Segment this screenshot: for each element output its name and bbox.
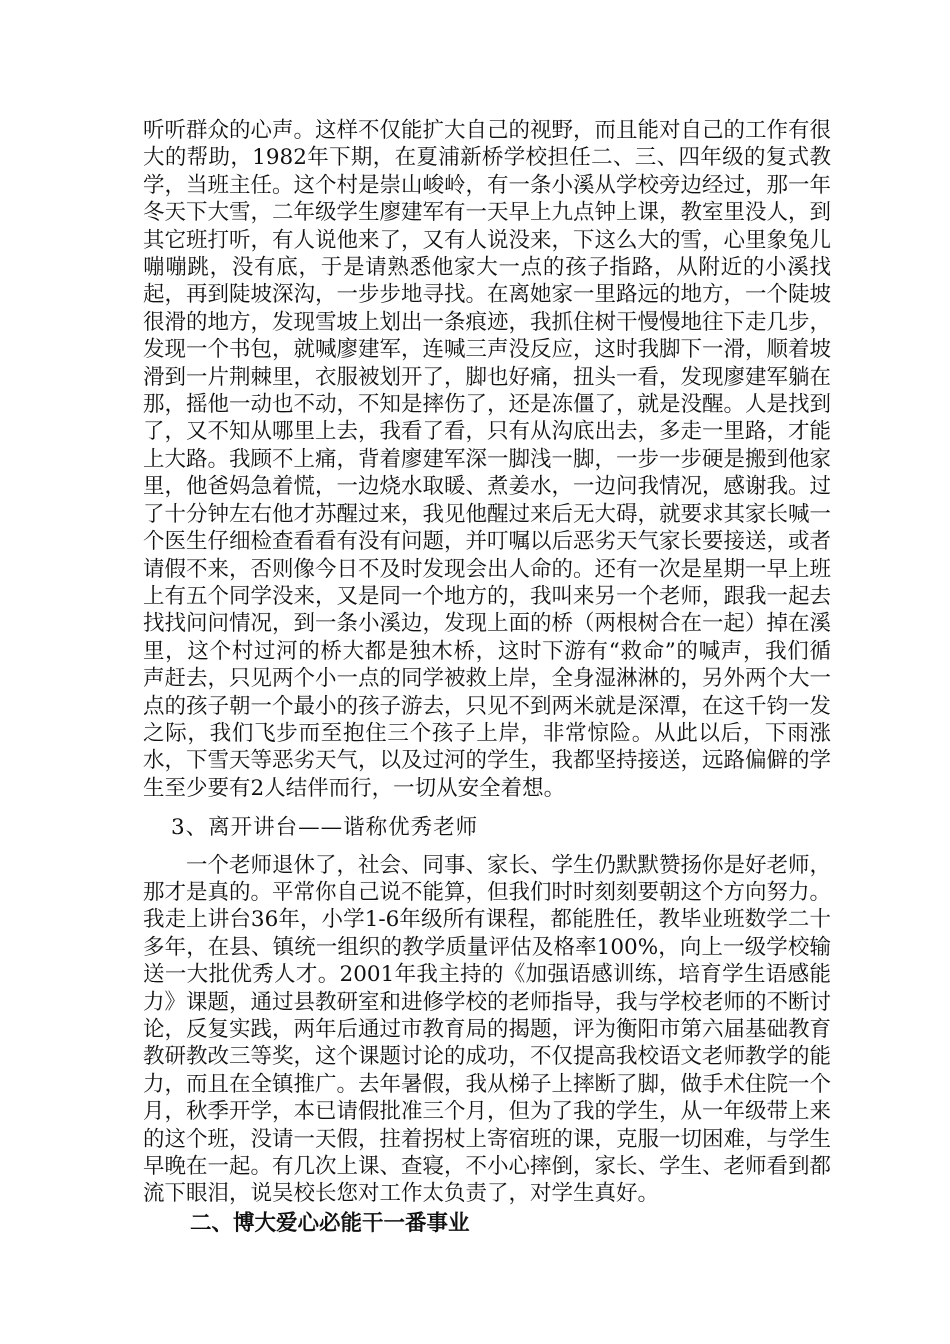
document-page [143, 117, 831, 1237]
body-paragraph-excellent-teacher: 一个老师退休了，社会、同事、家长、学生仍默默赞扬你是好老师，那才是真的。平常你自己说不能算，但我们时时刻刻要朝这个方向努力。我走上讲台36年，小学1-6年级所有课程，都能胜任，教毕业班数学二十多年，在县、镇统一组织的教学质量评估及格率100%，向上一级学校输送一大批优秀人才。2001年我主持的《加强语感训练，培育学生语感能力》课题，通过县教研室和进修学校的老师指导，我与学校老师的不断讨论，反复实践，两年后通过市教育局的揭题，评为衡阳市第六届基础教育教研教改三等奖，这个课题讨论的成功，不仅提高我校语文老师教学的能力，而且在全镇推广。去年暑假，我从梯子上摔断了脚，做手术住院一个月，秋季开学，本已请假批准三个月，但为了我的学生，从一年级带上来的这个班，没请一天假，拄着拐杖上寄宿班的课，克服一切困难，与学生早晚在一起。有几次上课、查寝，不小心摔倒，家长、学生、老师看到都流下眼泪，说吴校长您对工作太负责了，对学生真好。 [143, 852, 832, 1207]
section-subheading-3: 3、离开讲台——谐称优秀老师 [171, 815, 479, 841]
body-paragraph-rescue-stories: 听听群众的心声。这样不仅能扩大自己的视野，而且能对自己的工作有很大的帮助，1982年下期，在夏浦新桥学校担任二、三、四年级的复式教学，当班主任。这个村是崇山峻岭，有一条小溪从学校旁边经过，那一年冬天下大雪，二年级学生廖建军有一天早上九点钟上课，教室里没人，到其它班打听，有人说他来了，又有人说没来，下这么大的雪，心里象兔儿嘣嘣跳，没有底，于是请熟悉他家大一点的孩子指路，从附近的小溪找起，再到陡坡深沟，一步步地寻找。在离她家一里路远的地方，一个陡坡很滑的地方，发现雪坡上划出一条痕迹，我抓住树干慢慢地往下走几步，发现一个书包，就喊廖建军，连喊三声没反应，这时我脚下一滑，顺着坡滑到一片荆棘里，衣服被划开了，脚也好痛，扭头一看，发现廖建军躺在那，摇他一动也不动，不知是摔伤了，还是冻僵了，就是没醒。人是找到了，又不知从哪里上去，我看了看，只有从沟底出去，多走一里路，才能上大路。我顾不上痛，背着廖建军深一脚浅一脚，一步一步硬是搬到他家里，他爸妈急着慌，一边烧水取暖、煮姜水，一边问我情况，感谢我。过了十分钟左右他才苏醒过来，我见他醒过来后无大碍，就要求其家长喊一个医生仔细检查看看有没有问题，并叮嘱以后恶劣天气家长要接送，或者请假不来，否则像今日不及时发现会出人命的。还有一次是星期一早上班上有五个同学没来，又是同一个地方的，我叫来另一个老师，跟我一起去找找问问情况，到一条小溪边，发现上面的桥（两根树合在一起）掉在溪里，这个村过河的桥大都是独木桥，这时下游有“救命”的喊声，我们循声赶去，只见两个小一点的同学被救上岸，全身湿淋淋的，另外两个大一点的孩子朝一个最小的孩子游去，只见不到两米就是深潭，在这千钧一发之际，我们飞步而至抱住三个孩子上岸，非常惊险。从此以后，下雨涨水，下雪天等恶劣天气，以及过河的学生，我都坚持接送，远路偏僻的学生至少要有2人结伴而行，一切从安全着想。 [143, 118, 832, 801]
section-heading-2: 二、博大爱心必能干一番事业 [190, 1210, 470, 1236]
